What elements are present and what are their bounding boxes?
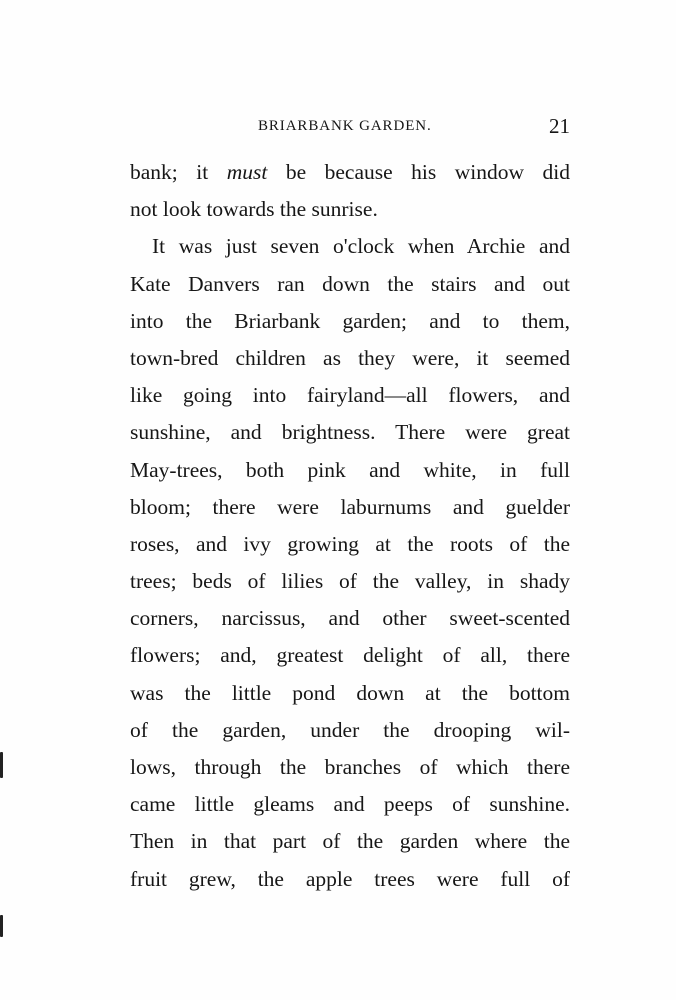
- text-line: sunshine, and brightness. There were great: [130, 420, 570, 445]
- text-line: came little gleams and peeps of sunshine.: [130, 792, 570, 817]
- text-line: flowers; and, greatest delight of all, there: [130, 643, 570, 668]
- text-line: was the little pond down at the bottom: [130, 680, 570, 705]
- running-title: BRIARBANK GARDEN.: [258, 118, 432, 134]
- text-line: May-trees, both pink and white, in full: [130, 457, 570, 482]
- text-line: Then in that part of the garden where the: [130, 829, 570, 854]
- text-line: like going into fairyland—all flowers, and: [130, 383, 570, 408]
- scan-edge-mark: [0, 915, 3, 937]
- text-line: Kate Danvers ran down the stairs and out: [130, 271, 570, 296]
- emphasized-word: must: [226, 160, 268, 184]
- text-line-segment: bank; it: [130, 160, 227, 184]
- text-line: town-bred children as they were, it seemed: [130, 345, 570, 370]
- text-line: of the garden, under the drooping wil-: [130, 717, 570, 742]
- text-line: roses, and ivy growing at the roots of the: [130, 531, 570, 556]
- text-line: It was just seven o'clock when Archie and: [152, 234, 570, 259]
- page-number: 21: [549, 114, 570, 138]
- text-line: into the Briarbank garden; and to them,: [130, 308, 570, 333]
- text-line: fruit grew, the apple trees were full of: [130, 866, 570, 891]
- text-line: not look towards the sunrise.: [130, 197, 378, 222]
- text-line-segment: be because his window did: [267, 160, 570, 184]
- text-line: trees; beds of lilies of the valley, in shady: [130, 569, 570, 594]
- text-line: bloom; there were laburnums and guelder: [130, 494, 570, 519]
- text-line: corners, narcissus, and other sweet-scented: [130, 606, 570, 631]
- scan-edge-mark: [0, 752, 3, 778]
- text-line: lows, through the branches of which there: [130, 755, 570, 779]
- body-text: [130, 157, 570, 901]
- text-line: [130, 157, 570, 194]
- running-header: [130, 114, 570, 138]
